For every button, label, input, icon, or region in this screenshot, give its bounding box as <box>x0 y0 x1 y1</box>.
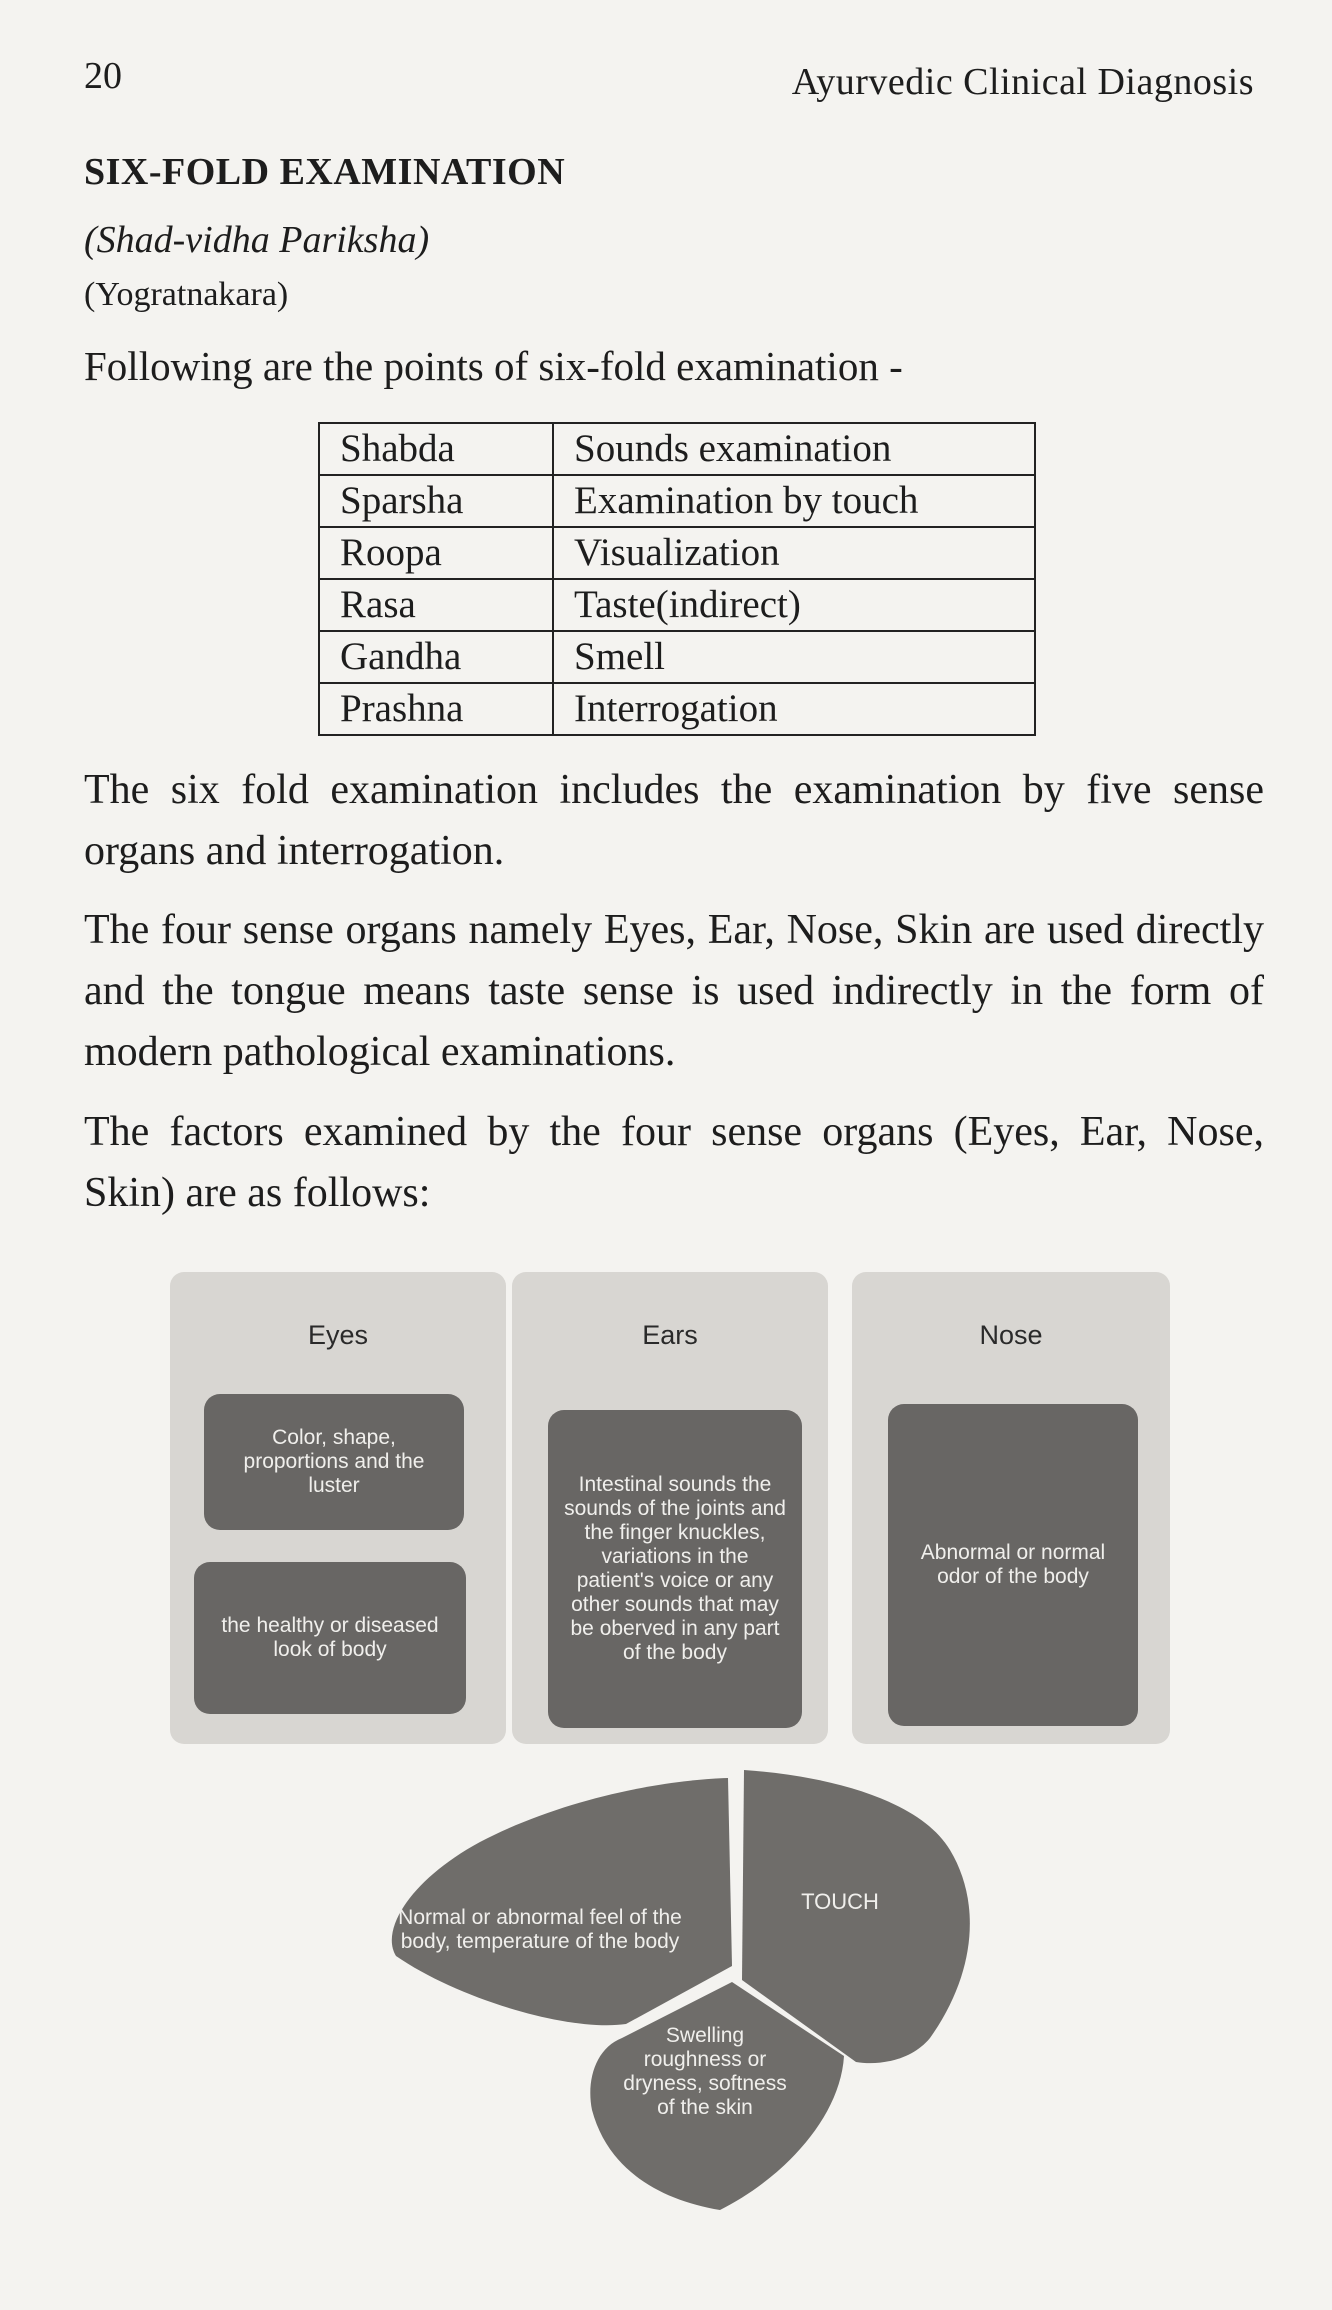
table-term: Rasa <box>319 579 553 631</box>
table-term: Prashna <box>319 683 553 735</box>
eyes-item-card: the healthy or diseased look of body <box>194 1562 466 1714</box>
intro-line: Following are the points of six-fold examination - <box>84 343 903 389</box>
touch-diagram <box>360 1770 1020 2230</box>
running-title: Ayurvedic Clinical Diagnosis <box>791 61 1254 103</box>
nose-item-card: Abnormal or normal odor of the body <box>888 1404 1138 1726</box>
paragraph-sense-organs: The four sense organs namely Eyes, Ear, Nose, Skin are used directly and the tongue means taste sense is used indirectly in the form of modern pathological examinations. <box>84 907 1264 1075</box>
touch-center-label: TOUCH <box>801 1889 879 1914</box>
eyes-panel <box>170 1272 506 1744</box>
eyes-item-card: Color, shape, proportions and the luster <box>204 1394 464 1530</box>
table-term: Sparsha <box>319 475 553 527</box>
table-meaning: Sounds examination <box>553 423 1035 475</box>
table-row <box>319 527 1035 579</box>
nose-title: Nose <box>979 1320 1043 1350</box>
table-meaning: Visualization <box>553 527 1035 579</box>
table-meaning: Smell <box>553 631 1035 683</box>
table-term: Roopa <box>319 527 553 579</box>
section-title: SIX-FOLD EXAMINATION <box>84 151 566 193</box>
table-row <box>319 475 1035 527</box>
ears-item-card: Intestinal sounds the sounds of the joints and the finger knuckles, variations in the patient's voice or any other sounds that may be oberved in any part of the body <box>548 1410 802 1728</box>
nose-panel <box>852 1272 1170 1744</box>
table-meaning: Taste(indirect) <box>553 579 1035 631</box>
table-row <box>319 683 1035 735</box>
ears-panel <box>512 1272 828 1744</box>
table-row <box>319 631 1035 683</box>
ears-title: Ears <box>642 1320 698 1350</box>
table-term: Gandha <box>319 631 553 683</box>
paragraph-factors: The factors examined by the four sense organs (Eyes, Ear, Nose, Skin) are as follows: <box>84 1109 1264 1216</box>
touch-bottom-text: Swelling roughness or dryness, softness of the skin <box>623 2024 787 2119</box>
eyes-title: Eyes <box>307 1320 369 1350</box>
table-row <box>319 423 1035 475</box>
touch-segment-left <box>392 1778 732 2025</box>
touch-left-text: Normal or abnormal feel of the body, temperature of the body <box>398 1906 682 1953</box>
page-number: 20 <box>84 55 122 97</box>
table-meaning: Examination by touch <box>553 475 1035 527</box>
table-term: Shabda <box>319 423 553 475</box>
section-source: (Yogratnakara) <box>84 276 289 313</box>
examination-table <box>318 422 1036 736</box>
table-row <box>319 579 1035 631</box>
paragraph-six-fold: The six fold examination includes the examination by five sense organs and interrogation. <box>84 767 1264 874</box>
section-subtitle: (Shad-vidha Pariksha) <box>84 219 430 261</box>
table-meaning: Interrogation <box>553 683 1035 735</box>
